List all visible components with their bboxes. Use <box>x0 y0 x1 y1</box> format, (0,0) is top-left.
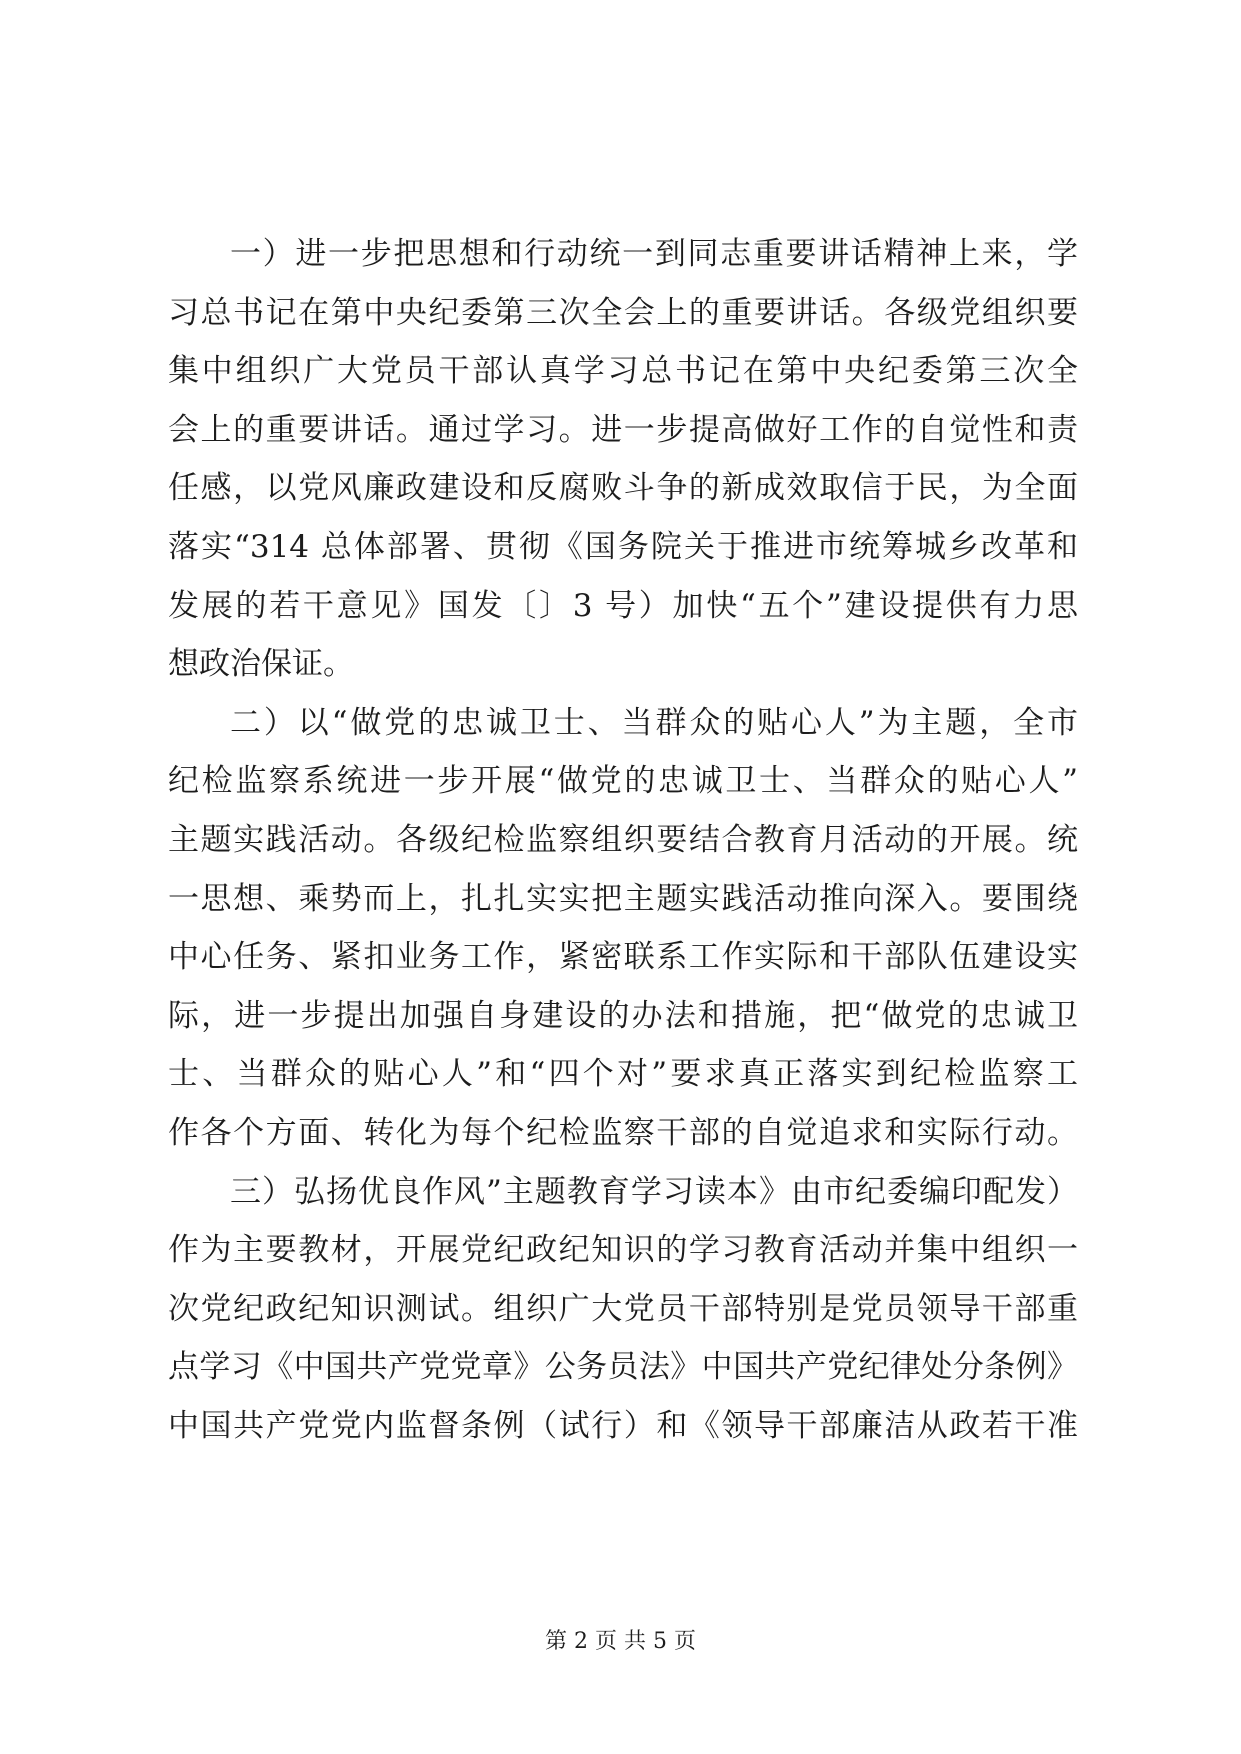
text-line: 士、当群众的贴心人”和“四个对”要求真正落实到纪检监察工 <box>168 1056 1078 1093</box>
paragraph-3 <box>168 1163 1078 1456</box>
text-line: 纪检监察系统进一步开展“做党的忠诚卫士、当群众的贴心人” <box>168 763 1078 800</box>
text-line: 点学习《中国共产党党章》公务员法》中国共产党纪律处分条例》 <box>168 1349 1078 1386</box>
text-line: 中心任务、紧扣业务工作，紧密联系工作实际和干部队伍建设实 <box>168 939 1078 976</box>
text-line: 作为主要教材，开展党纪政纪知识的学习教育活动并集中组织一 <box>168 1232 1078 1269</box>
text-line: 想政治保证。 <box>168 646 354 683</box>
text-line: 三）弘扬优良作风”主题教育学习读本》由市纪委编印配发） <box>230 1173 1078 1210</box>
text-line: 作各个方面、转化为每个纪检监察干部的自觉追求和实际行动。 <box>168 1114 1078 1151</box>
page-number-footer: 第 2 页 共 5 页 <box>545 1629 696 1654</box>
document-body <box>168 225 1078 1455</box>
text-line: 二）以“做党的忠诚卫士、当群众的贴心人”为主题，全市 <box>230 704 1078 741</box>
text-line: 一）进一步把思想和行动统一到同志重要讲话精神上来，学 <box>230 236 1078 272</box>
text-line: 主题实践活动。各级纪检监察组织要结合教育月活动的开展。统 <box>168 821 1078 858</box>
text-line: 任感，以党风廉政建设和反腐败斗争的新成效取信于民，为全面 <box>168 470 1078 507</box>
text-line: 发展的若干意见》国发〔〕3 号）加快“五个”建设提供有力思 <box>168 587 1078 624</box>
text-line: 中国共产党党内监督条例（试行）和《领导干部廉洁从政若干准 <box>168 1407 1078 1444</box>
text-line: 集中组织广大党员干部认真学习总书记在第中央纪委第三次全 <box>168 353 1078 390</box>
text-line: 习总书记在第中央纪委第三次全会上的重要讲话。各级党组织要 <box>168 294 1078 331</box>
paragraph-2 <box>168 694 1078 1163</box>
text-line: 会上的重要讲话。通过学习。进一步提高做好工作的自觉性和责 <box>168 411 1078 448</box>
text-line: 际，进一步提出加强自身建设的办法和措施，把“做党的忠诚卫 <box>168 997 1078 1034</box>
paragraph-1 <box>168 225 1078 694</box>
text-line: 落实“314 总体部署、贯彻《国务院关于推进市统筹城乡改革和 <box>168 528 1078 565</box>
text-line: 次党纪政纪知识测试。组织广大党员干部特别是党员领导干部重 <box>168 1290 1078 1327</box>
text-line: 一思想、乘势而上，扎扎实实把主题实践活动推向深入。要围绕 <box>168 880 1078 917</box>
